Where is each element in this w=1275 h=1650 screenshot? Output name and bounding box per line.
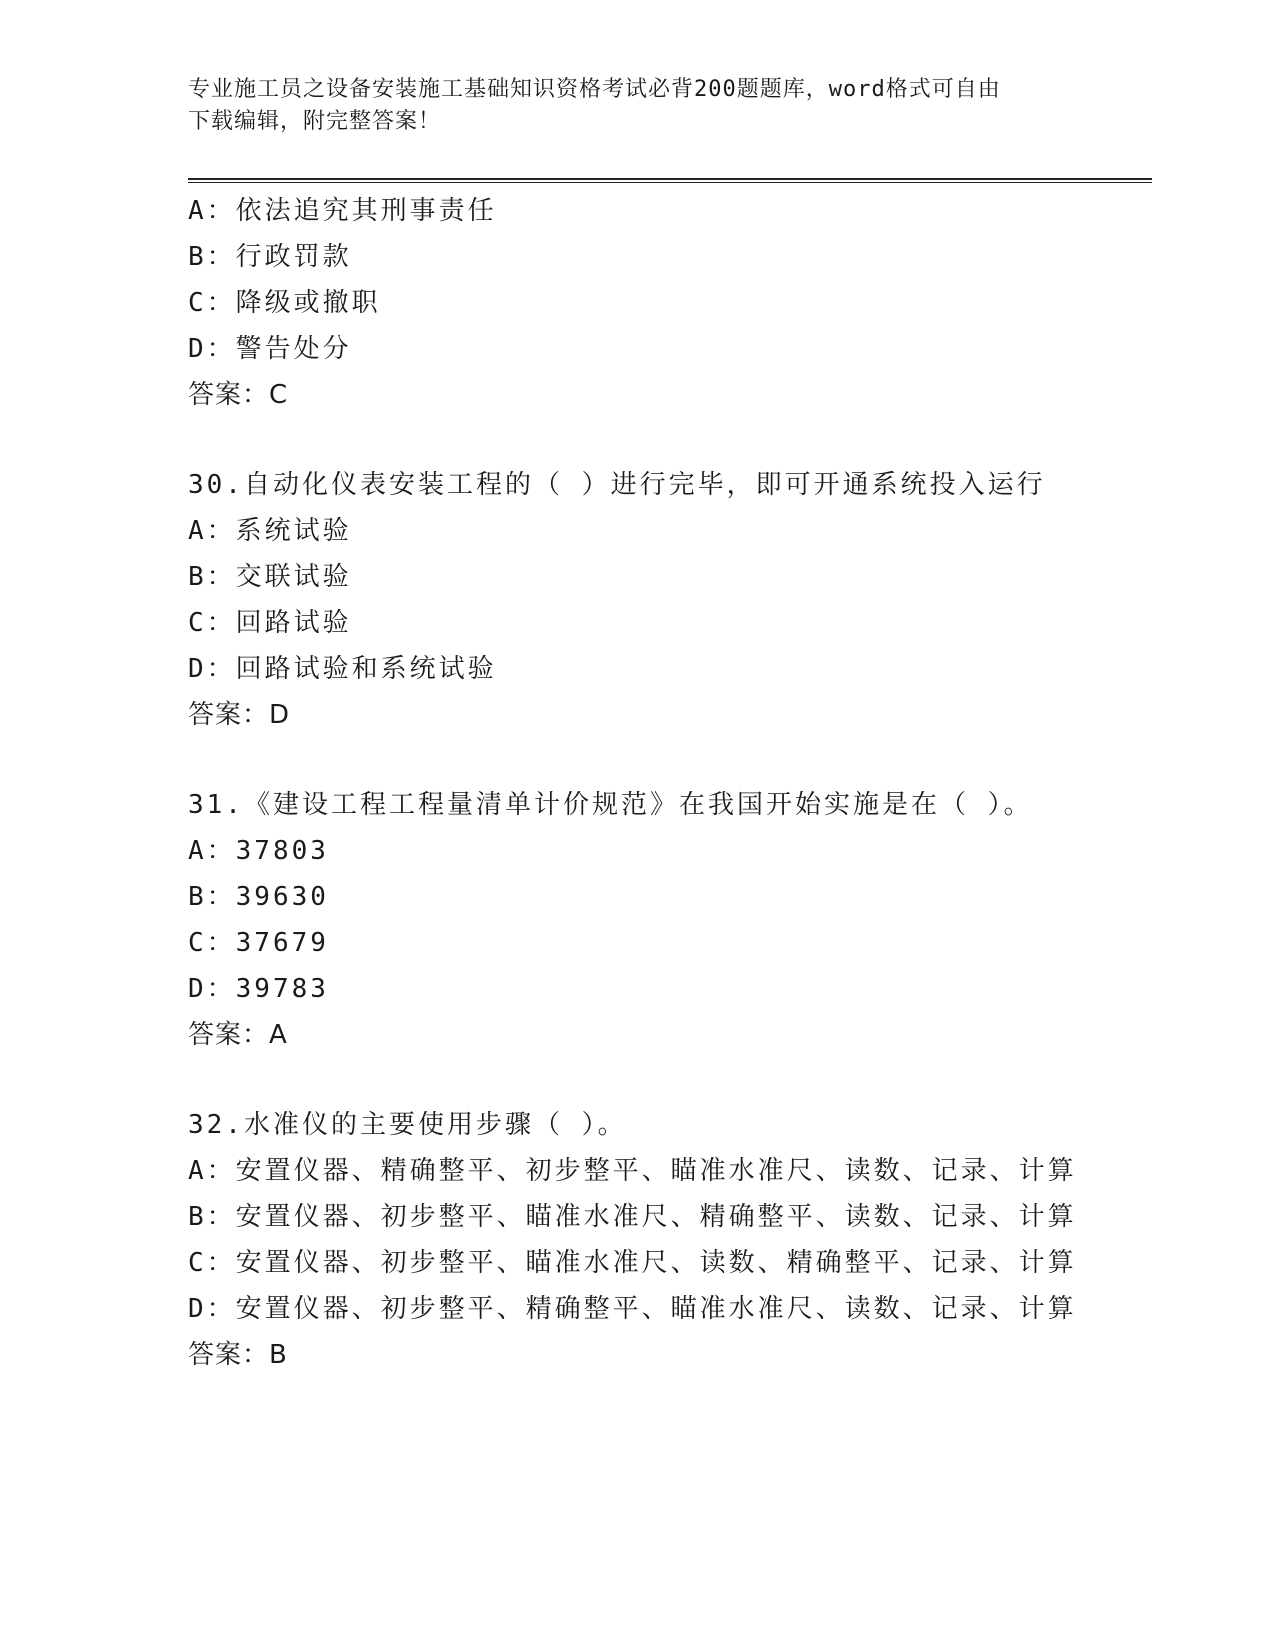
question-stem: 32.水准仪的主要使用步骤（ ）。 xyxy=(188,1110,627,1140)
answer-line: 答案：C xyxy=(188,380,289,410)
option-d: D：39783 xyxy=(188,974,329,1004)
option-d: D：安置仪器、初步整平、精确整平、瞄准水准尺、读数、记录、计算 xyxy=(188,1294,1077,1324)
question-block-30 xyxy=(188,462,1118,738)
option-a: A：依法追究其刑事责任 xyxy=(188,196,497,226)
question-stem: 31.《建设工程工程量清单计价规范》在我国开始实施是在（ ）。 xyxy=(188,790,1033,820)
question-block-29 xyxy=(188,188,1118,418)
header-divider-thin xyxy=(188,182,1152,183)
option-b: B：行政罚款 xyxy=(188,242,352,272)
option-b: B：交联试验 xyxy=(188,562,352,592)
question-list xyxy=(188,188,1118,1378)
spacer xyxy=(188,1058,1118,1102)
option-a: A：安置仪器、精确整平、初步整平、瞄准水准尺、读数、记录、计算 xyxy=(188,1156,1077,1186)
question-stem: 30.自动化仪表安装工程的（ ）进行完毕，即可开通系统投入运行 xyxy=(188,470,1046,500)
option-c: C：降级或撤职 xyxy=(188,288,381,318)
option-b: B：安置仪器、初步整平、瞄准水准尺、精确整平、读数、记录、计算 xyxy=(188,1202,1077,1232)
option-a: A：37803 xyxy=(188,836,329,866)
answer-line: 答案：B xyxy=(188,1340,288,1370)
option-c: C：37679 xyxy=(188,928,329,958)
question-block-32 xyxy=(188,1102,1118,1378)
header-line-2: 下载编辑，附完整答案！ xyxy=(188,109,442,134)
option-c: C：安置仪器、初步整平、瞄准水准尺、读数、精确整平、记录、计算 xyxy=(188,1248,1077,1278)
header-divider-thick xyxy=(188,178,1152,180)
option-d: D：警告处分 xyxy=(188,334,352,364)
option-b: B：39630 xyxy=(188,882,329,912)
answer-line: 答案：A xyxy=(188,1020,288,1050)
answer-line: 答案：D xyxy=(188,700,291,730)
option-d: D：回路试验和系统试验 xyxy=(188,654,497,684)
question-block-31 xyxy=(188,782,1118,1058)
header-line-1: 专业施工员之设备安装施工基础知识资格考试必背200题题库，word格式可自由 xyxy=(188,77,1001,102)
option-a: A：系统试验 xyxy=(188,516,352,546)
spacer xyxy=(188,418,1118,462)
document-header xyxy=(188,74,1068,138)
option-c: C：回路试验 xyxy=(188,608,352,638)
spacer xyxy=(188,738,1118,782)
